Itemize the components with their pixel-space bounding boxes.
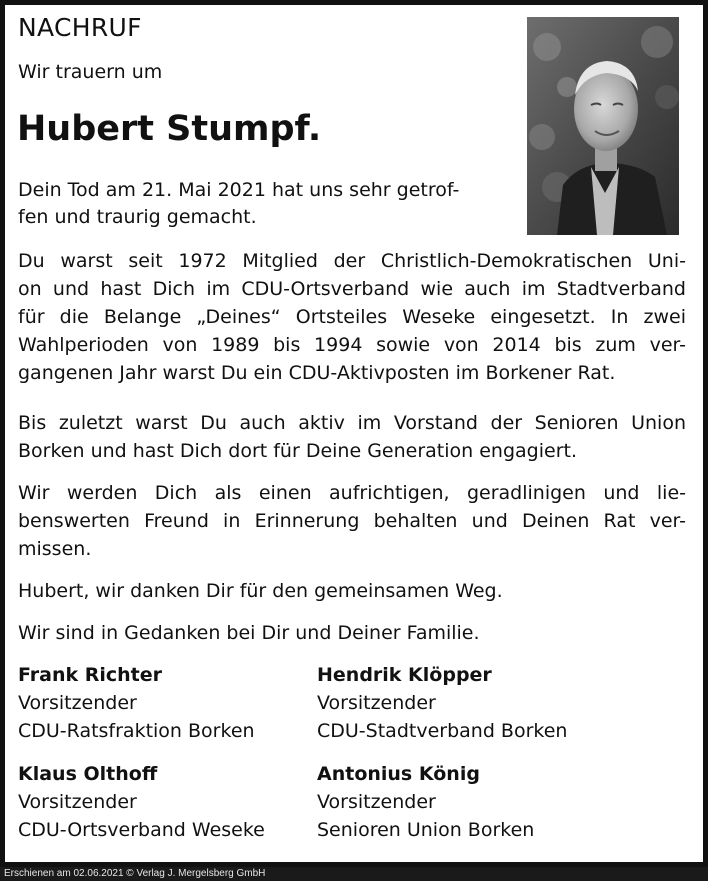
signatory-role: Vorsitzender [317, 791, 436, 813]
signatory-org: CDU-Stadtverband Borken [317, 720, 568, 742]
para1-line-4: Wahlperioden von 1989 bis 1994 sowie von 2014 bis zum ver- [18, 334, 686, 356]
signatory-role: Vorsitzender [18, 692, 137, 714]
portrait-photo [527, 17, 679, 235]
intro-line-2: fen und traurig gemacht. [18, 206, 257, 228]
intro-text: Wir trauern um [18, 61, 163, 83]
signatory-role: Vorsitzender [317, 692, 436, 714]
heading-nachruf: NACHRUF [18, 13, 142, 42]
signatory-name: Hendrik Klöpper [317, 664, 492, 686]
intro-line-1: Dein Tod am 21. Mai 2021 hat uns sehr getrof- [18, 179, 460, 201]
publication-note: Erschienen am 02.06.2021 © Verlag J. Mergelsberg GmbH [4, 868, 266, 879]
para2-line-1: Bis zuletzt warst Du auch aktiv im Vorstand der Senioren Union [18, 412, 686, 434]
signatory-org: CDU-Ortsverband Weseke [18, 819, 265, 841]
signatory-name: Frank Richter [18, 664, 163, 686]
para4: Hubert, wir danken Dir für den gemeinsamen Weg. [18, 580, 503, 602]
signatory-org: Senioren Union Borken [317, 819, 535, 841]
para3-line-1: Wir werden Dich als einen aufrichtigen, geradlinigen und lie- [18, 482, 686, 504]
footer-bar [0, 867, 708, 881]
para5: Wir sind in Gedanken bei Dir und Deiner Familie. [18, 622, 480, 644]
para1-line-3: für die Belange „Deines“ Ortsteiles Weseke eingesetzt. In zwei [18, 306, 686, 328]
signatory-name: Klaus Olthoff [18, 763, 158, 785]
para1-line-5: gangenen Jahr warst Du ein CDU-Aktivposten im Borkener Rat. [18, 362, 616, 384]
signatory-name: Antonius König [317, 763, 480, 785]
para1-line-1: Du warst seit 1972 Mitglied der Christlich-Demokratischen Uni- [18, 250, 686, 272]
para2-line-2: Borken und hast Dich dort für Deine Generation engagiert. [18, 440, 577, 462]
para1-line-2: on und hast Dich im CDU-Ortsverband wie auch im Stadtverband [18, 278, 686, 300]
signatory-role: Vorsitzender [18, 791, 137, 813]
signatory-org: CDU-Ratsfraktion Borken [18, 720, 255, 742]
deceased-name: Hubert Stumpf. [17, 109, 322, 149]
para3-line-2: benswerten Freund in Erinnerung behalten und Deinen Rat ver- [18, 510, 686, 532]
para3-line-3: missen. [18, 538, 92, 560]
